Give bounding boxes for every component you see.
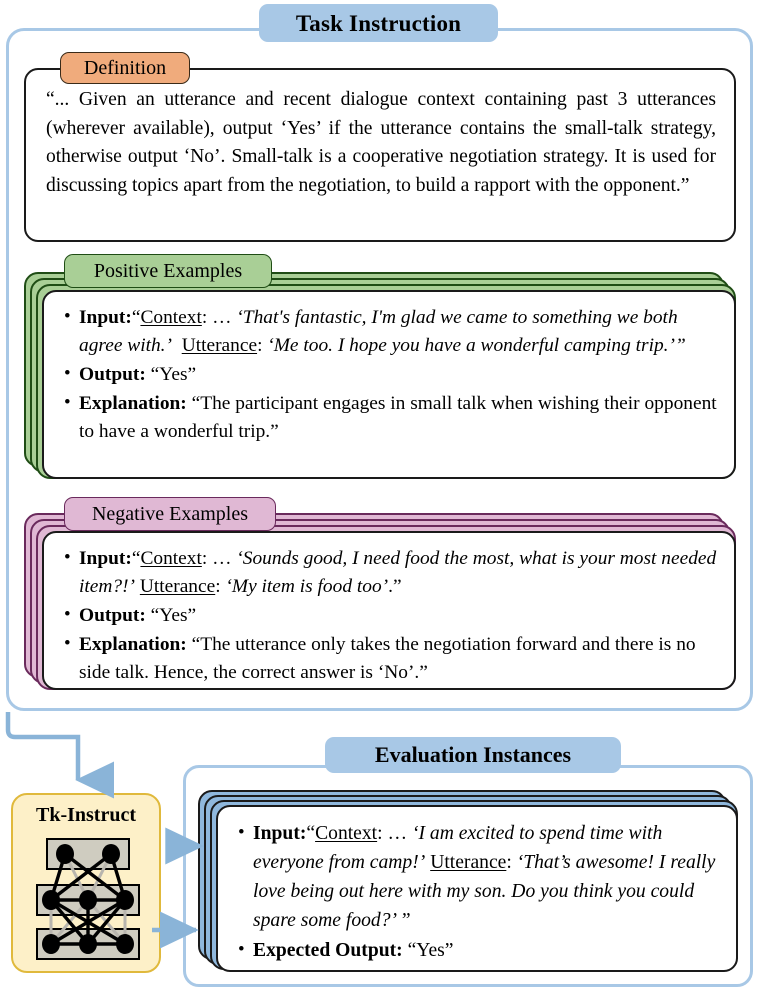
negative-input-label: Input: (79, 548, 132, 569)
arrow-instruction-to-model (8, 712, 78, 780)
negative-utterance-label: Utterance (139, 576, 216, 597)
negative-input-row (62, 545, 720, 601)
positive-output-row (62, 361, 720, 389)
eval-context-colon: : … (377, 823, 412, 844)
eval-input-openquote: “ (306, 823, 316, 844)
task-instruction-header: Task Instruction (259, 4, 498, 42)
evaluation-instance-body (236, 819, 722, 966)
positive-input-openquote: “ (131, 307, 141, 328)
positive-utterance-text: ‘Me too. I hope you have a wonderful camping trip.’” (267, 335, 686, 356)
negative-input-close: .” (388, 576, 402, 597)
eval-utterance-label: Utterance (430, 852, 507, 873)
definition-badge: Definition (60, 52, 190, 84)
negative-output-label: Output: (79, 605, 146, 626)
eval-utterance-colon: : (506, 852, 517, 873)
neural-network-icon (35, 837, 141, 961)
negative-context-label: Context (140, 548, 202, 569)
eval-expected-output-value: “Yes” (407, 940, 454, 961)
negative-examples-stack (24, 513, 736, 690)
negative-utterance-colon: : (215, 576, 226, 597)
eval-input-label: Input: (253, 823, 307, 844)
positive-explanation-value: “The participant engages in small talk when wishing their opponent to have a wonderful trip.” (79, 393, 717, 442)
model-box (11, 793, 161, 973)
definition-card (24, 68, 736, 242)
positive-examples-badge: Positive Examples (64, 254, 272, 288)
positive-examples-stack (24, 272, 736, 479)
eval-utterance-text: ‘That’s awesome! I really love being out here with my son. Do you think you could spare some food?’ ” (253, 852, 716, 931)
eval-context-label: Context (315, 823, 378, 844)
positive-examples-card (42, 290, 736, 479)
positive-explanation-label: Explanation: (79, 393, 187, 414)
evaluation-instances-stack (198, 790, 738, 972)
model-name: Tk-Instruct (35, 804, 136, 826)
negative-explanation-label: Explanation: (79, 634, 187, 655)
negative-examples-badge: Negative Examples (64, 497, 276, 531)
positive-utterance-colon: : (257, 335, 268, 356)
negative-examples-body (62, 545, 720, 688)
negative-examples-card (42, 531, 736, 690)
negative-output-value: “Yes” (150, 605, 197, 626)
positive-output-label: Output: (79, 364, 146, 385)
positive-context-text: ‘That's fantastic, I'm glad we came to something we both agree with.’ (79, 307, 678, 356)
eval-expected-output-label: Expected Output: (253, 940, 403, 961)
evaluation-instance-card (216, 805, 738, 972)
negative-context-text: ‘Sounds good, I need food the most, what is your most needed item?!’ (79, 548, 717, 597)
negative-input-openquote: “ (131, 548, 141, 569)
negative-explanation-value: “The utterance only takes the negotiation forward and there is no side talk. Hence, the correct answer is ‘No’.” (79, 634, 696, 683)
positive-output-value: “Yes” (150, 364, 197, 385)
evaluation-instances-header: Evaluation Instances (325, 737, 621, 773)
positive-utterance-label: Utterance (181, 335, 258, 356)
eval-input-row (236, 819, 722, 935)
negative-explanation-row (62, 631, 720, 687)
eval-context-text: ‘I am excited to spend time with everyone from camp!’ (253, 823, 663, 873)
eval-expected-output-row (236, 936, 722, 965)
positive-context-label: Context (140, 307, 202, 328)
positive-input-label: Input: (79, 307, 132, 328)
definition-text: “... Given an utterance and recent dialogue context containing past 3 utterances (wherever available), output ‘Yes’ if the utterance contains the small-talk strategy, otherwise output ‘No’. Small-talk is a cooperative negotiation strategy. It is used for discussing topics apart from the negotiation, to build a rapport with the opponent.” (46, 89, 716, 196)
negative-output-row (62, 602, 720, 630)
positive-context-colon: : … (201, 307, 237, 328)
positive-examples-body (62, 304, 720, 447)
negative-context-colon: : … (201, 548, 237, 569)
negative-utterance-text: ‘My item is food too’ (225, 576, 389, 597)
positive-explanation-row (62, 390, 720, 446)
positive-input-row (62, 304, 720, 360)
